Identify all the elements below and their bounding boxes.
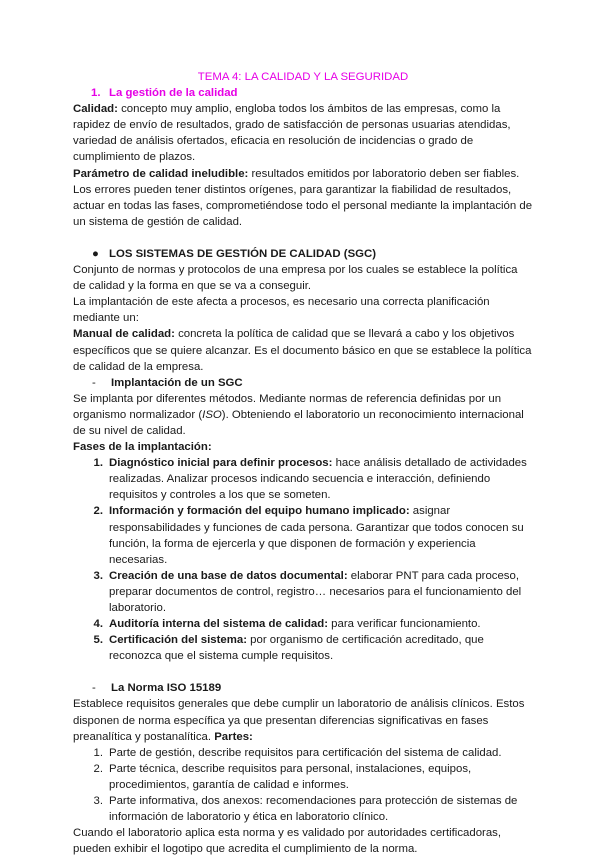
bold-term: Calidad: bbox=[73, 103, 118, 116]
heading-implantacion-sgc-text: Implantación de un SGC bbox=[111, 376, 243, 389]
phases-list bbox=[73, 455, 533, 664]
text-run: Conjunto de normas y protocolos de una empresa por los cuales se establece la política de calidad y la forma en que se va a conseguir. bbox=[73, 264, 518, 293]
part-number: 3. bbox=[93, 795, 103, 808]
section-title: La gestión de la calidad bbox=[109, 87, 238, 100]
text-run: Se implanta por diferentes métodos. Mediante normas de referencia definidas por un organismo normalizador ( bbox=[73, 392, 502, 421]
part-number: 1. bbox=[93, 746, 103, 759]
bold-term: Partes: bbox=[214, 730, 253, 743]
italic-text: ISO bbox=[202, 408, 222, 421]
heading-norma-iso bbox=[73, 680, 533, 696]
part-item bbox=[73, 745, 533, 761]
text-run: por organismo de certificación acreditado, que reconozca que el sistema cumple requisitos. bbox=[109, 634, 484, 663]
text-run: para verificar funcionamiento. bbox=[328, 618, 481, 631]
bold-term: Certificación del sistema: bbox=[109, 634, 248, 647]
part-text: Parte informativa, dos anexos: recomendaciones para protección de sistemas de información de laboratorio y ética en laboratorio clínico. bbox=[109, 795, 518, 824]
phase-text bbox=[109, 455, 533, 503]
paragraph-manual bbox=[73, 326, 533, 374]
phase-text bbox=[109, 503, 533, 567]
part-item bbox=[73, 793, 533, 825]
part-text: Parte técnica, describe requisitos para personal, instalaciones, equipos, procedimientos, garantía de calidad e informes. bbox=[109, 762, 472, 791]
phase-number: 2. bbox=[93, 505, 103, 518]
bold-term: Creación de una base de datos documental: bbox=[109, 569, 348, 582]
document-title: TEMA 4: LA CALIDAD Y LA SEGURIDAD bbox=[197, 71, 409, 83]
heading-implantacion-sgc bbox=[73, 375, 533, 391]
text-run: ). Obteniendo el laboratorio un reconocimiento internacional de su nivel de calidad. bbox=[73, 408, 524, 437]
spacer bbox=[73, 664, 533, 680]
paragraph-calidad bbox=[73, 101, 533, 165]
part-item bbox=[73, 761, 533, 793]
phase-item bbox=[73, 616, 533, 632]
text-run: Establece requisitos generales que debe cumplir un laboratorio de análisis clínicos. Estos disponen de norma específica ya que presentan diferencias significativas en fases preanalítica y postanalítica. bbox=[73, 698, 525, 743]
text-run: hace análisis detallado de actividades realizadas. Analizar procesos indicando secuencia e interacción, definiendo requisitos y controles a los que se someten. bbox=[109, 457, 527, 502]
paragraph-cuando bbox=[73, 825, 533, 857]
paragraph-parametro bbox=[73, 166, 533, 230]
bullet-icon: ● bbox=[92, 247, 99, 260]
spacer bbox=[73, 230, 533, 246]
text-run: concepto muy amplio, engloba todos los ámbitos de las empresas, como la rapidez de envío de resultados, grado de satisfacción de personas usuarias atendidas, variedad de análisis ofertados, eficacia en resolución de incidencias o grado de cumplimiento de plazos. bbox=[73, 103, 511, 164]
heading-fases-text: Fases de la implantación: bbox=[73, 441, 212, 454]
part-number: 2. bbox=[93, 762, 103, 775]
text-run: asignar responsabilidades y funciones de cada persona. Garantizar que todos conocen su función, la forma de ejercerla y que disponen de formación y experiencia necesarias. bbox=[109, 505, 524, 566]
phase-number: 5. bbox=[93, 634, 103, 647]
phase-text bbox=[109, 616, 533, 632]
bold-term: Auditoría interna del sistema de calidad: bbox=[109, 618, 329, 631]
heading-norma-iso-text: La Norma ISO 15189 bbox=[111, 682, 222, 695]
phase-number: 4. bbox=[93, 618, 103, 631]
heading-sgc-text: LOS SISTEMAS DE GESTIÓN DE CALIDAD (SGC) bbox=[109, 247, 377, 260]
parts-list bbox=[73, 745, 533, 825]
text-run: elaborar PNT para cada proceso, preparar documentos de control, registro… necesarios para el funcionamiento del laboratorio. bbox=[109, 569, 522, 614]
phase-number: 1. bbox=[93, 457, 103, 470]
text-run: Cuando el laboratorio aplica esta norma y es validado por autoridades certificadoras, pueden exhibir el logotipo que acredita el cumplimiento de la norma. bbox=[73, 827, 502, 856]
phase-text bbox=[109, 632, 533, 664]
part-text: Parte de gestión, describe requisitos para certificación del sistema de calidad. bbox=[109, 746, 502, 759]
phase-number: 3. bbox=[93, 569, 103, 582]
bold-term: Manual de calidad: bbox=[73, 328, 175, 341]
paragraph-se-implanta bbox=[73, 391, 533, 439]
paragraph-conjunto bbox=[73, 262, 533, 294]
section-number: 1. bbox=[91, 87, 101, 100]
phase-item bbox=[73, 503, 533, 567]
bold-term: Parámetro de calidad ineludible: bbox=[73, 167, 249, 180]
phase-item bbox=[73, 568, 533, 616]
text-run: concreta la política de calidad que se llevará a cabo y los objetivos específicos que se quiere alcanzar. Es el documento básico en que se establece la política de calidad de la empresa. bbox=[73, 328, 532, 373]
phase-item bbox=[73, 455, 533, 503]
dash-icon: - bbox=[92, 682, 96, 695]
heading-sgc bbox=[73, 246, 533, 262]
text-run: resultados emitidos por laboratorio deben ser fiables. Los errores pueden tener distintos orígenes, para garantizar la fiabilidad de resultados, actuar en todas las fases, comprometiéndose todo el personal mediante la implantación de un sistema de gestión de calidad. bbox=[73, 167, 533, 228]
dash-icon: - bbox=[92, 376, 96, 389]
text-run: La implantación de este afecta a procesos, es necesario una correcta planificación mediante un: bbox=[73, 296, 490, 325]
phase-text bbox=[109, 568, 533, 616]
heading-fases bbox=[73, 439, 533, 455]
bold-term: Diagnóstico inicial para definir procesos: bbox=[109, 457, 333, 470]
phase-item bbox=[73, 632, 533, 664]
document-body bbox=[73, 69, 533, 857]
paragraph-implantacion bbox=[73, 294, 533, 326]
bold-term: Información y formación del equipo humano implicado: bbox=[109, 505, 410, 518]
paragraph-establece bbox=[73, 696, 533, 744]
section-heading-gestion bbox=[73, 85, 533, 101]
